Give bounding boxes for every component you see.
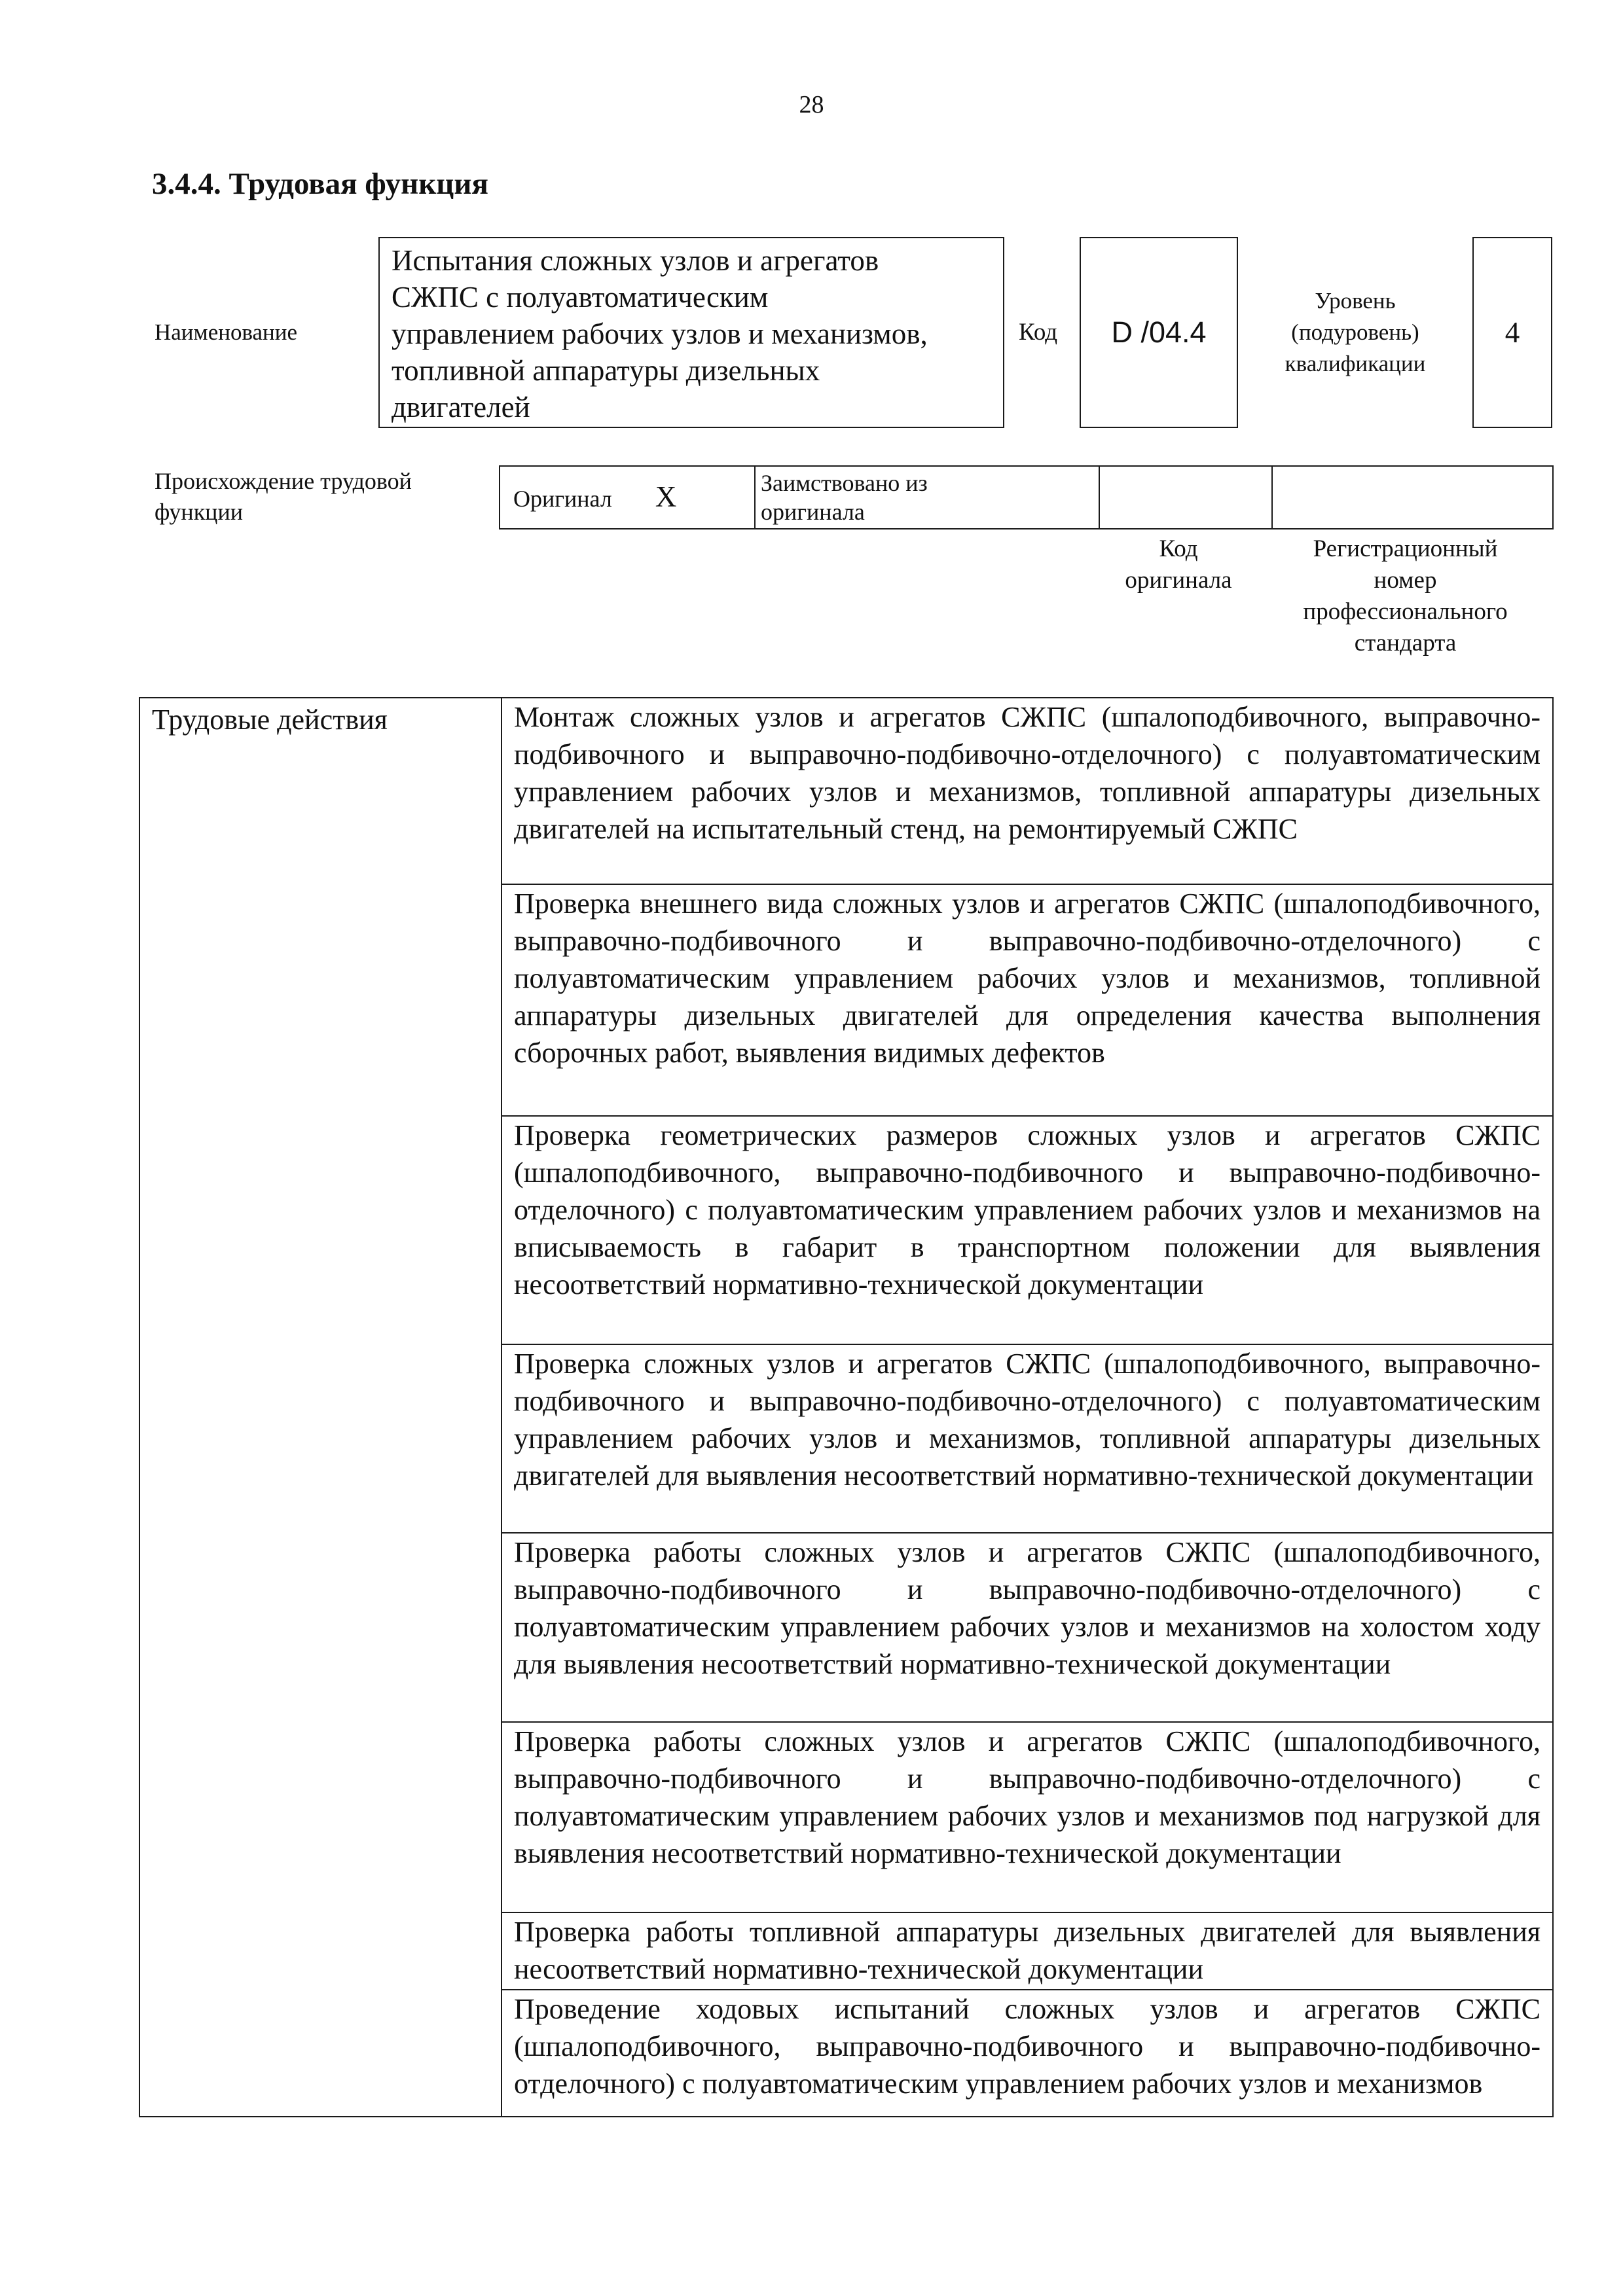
labor-actions-table <box>139 697 1554 2117</box>
name-label: Наименование <box>155 319 298 345</box>
labor-action-item: Проверка работы сложных узлов и агрегатов СЖПС (шпалоподбивочного, выправочно-подбивочного и выправочно-подбивочно-отделочного) с полуавтоматическим управлением рабочих узлов и механизмов под нагрузкой для выявления несоответствий нормативно-технической документации <box>501 1722 1553 1912</box>
caption-line: Код <box>1159 535 1198 562</box>
function-name-line: СЖПС с полуавтоматическим <box>392 281 769 314</box>
labor-action-item: Проверка сложных узлов и агрегатов СЖПС (шпалоподбивочного, выправочно-подбивочного и выправочно-подбивочно-отделочного) с полуавтоматическим управлением рабочих узлов и механизмов, топливной аппаратуры дизельных двигателей для выявления несоответствий нормативно-технической документации <box>501 1344 1553 1533</box>
caption-line: номер <box>1374 567 1437 594</box>
caption-line: оригинала <box>1125 567 1232 594</box>
labor-action-item: Проверка работы топливной аппаратуры дизельных двигателей для выявления несоответствий нормативно-технической документации <box>501 1912 1553 1990</box>
section-title: 3.4.4. Трудовая функция <box>152 167 488 201</box>
labor-actions-label: Трудовые действия <box>139 698 501 2117</box>
function-name-line: Испытания сложных узлов и агрегатов <box>392 244 879 277</box>
level-label-line: Уровень <box>1315 288 1396 314</box>
origin-reg-number-cell <box>1272 466 1553 529</box>
caption-line: профессионального <box>1303 598 1508 625</box>
caption-line: Регистрационный <box>1313 535 1498 562</box>
code-value: D /04.4 <box>1111 315 1207 349</box>
code-original-caption <box>1092 533 1265 596</box>
origin-table <box>499 465 1554 529</box>
level-value-box <box>1472 237 1552 428</box>
labor-action-item: Монтаж сложных узлов и агрегатов СЖПС (шпалоподбивочного, выправочно-подбивочного и выправочно-подбивочно-отделочного) с полуавтоматическим управлением рабочих узлов и механизмов, топливной аппаратуры дизельных двигателей на испытательный стенд, на ремонтируемый СЖПС <box>501 698 1553 884</box>
function-name-line: двигателей <box>392 391 530 423</box>
original-label: Оригинал <box>513 485 612 512</box>
labor-action-item: Проверка геометрических размеров сложных узлов и агрегатов СЖПС (шпалоподбивочного, выправочно-подбивочного и выправочно-подбивочно-отделочного) с полуавтоматическим управлением рабочих узлов и механизмов на вписываемость в габарит в транспортном положении для выявления несоответствий нормативно-технической документации <box>501 1116 1553 1344</box>
function-name-box <box>378 237 1004 428</box>
level-label-line: (подуровень) <box>1291 319 1419 345</box>
level-value: 4 <box>1504 316 1520 349</box>
borrowed-label-line: Заимствовано из <box>761 470 928 496</box>
original-mark: X <box>655 480 677 513</box>
origin-label-line: функции <box>155 499 243 525</box>
function-name-line: управлением рабочих узлов и механизмов, <box>392 317 928 350</box>
level-label-line: квалификации <box>1285 351 1426 376</box>
origin-code-cell <box>1099 466 1272 529</box>
function-name-line: топливной аппаратуры дизельных <box>392 354 820 387</box>
origin-label <box>155 466 412 528</box>
caption-line: стандарта <box>1354 630 1457 656</box>
labor-action-item: Проведение ходовых испытаний сложных узлов и агрегатов СЖПС (шпалоподбивочного, выправочно-подбивочного и выправочно-подбивочно-отделочного) с полуавтоматическим управлением рабочих узлов и механизмов <box>501 1990 1553 2117</box>
level-label <box>1244 285 1467 380</box>
borrowed-label-line: оригинала <box>761 499 865 525</box>
origin-original-cell <box>500 466 755 529</box>
reg-number-caption <box>1265 533 1546 659</box>
origin-label-line: Происхождение трудовой <box>155 468 412 494</box>
code-value-box <box>1080 237 1238 428</box>
labor-action-item: Проверка внешнего вида сложных узлов и агрегатов СЖПС (шпалоподбивочного, выправочно-подбивочного и выправочно-подбивочно-отделочного) с полуавтоматическим управлением рабочих узлов и механизмов, топливной аппаратуры дизельных двигателей для определения качества выполнения сборочных работ, выявления видимых дефектов <box>501 884 1553 1116</box>
code-label: Код <box>1019 319 1058 346</box>
origin-borrowed-cell <box>755 466 1099 529</box>
page-number: 28 <box>799 91 824 118</box>
labor-action-item: Проверка работы сложных узлов и агрегатов СЖПС (шпалоподбивочного, выправочно-подбивочного и выправочно-подбивочно-отделочного) с полуавтоматическим управлением рабочих узлов и механизмов на холостом ходу для выявления несоответствий нормативно-технической документации <box>501 1533 1553 1722</box>
